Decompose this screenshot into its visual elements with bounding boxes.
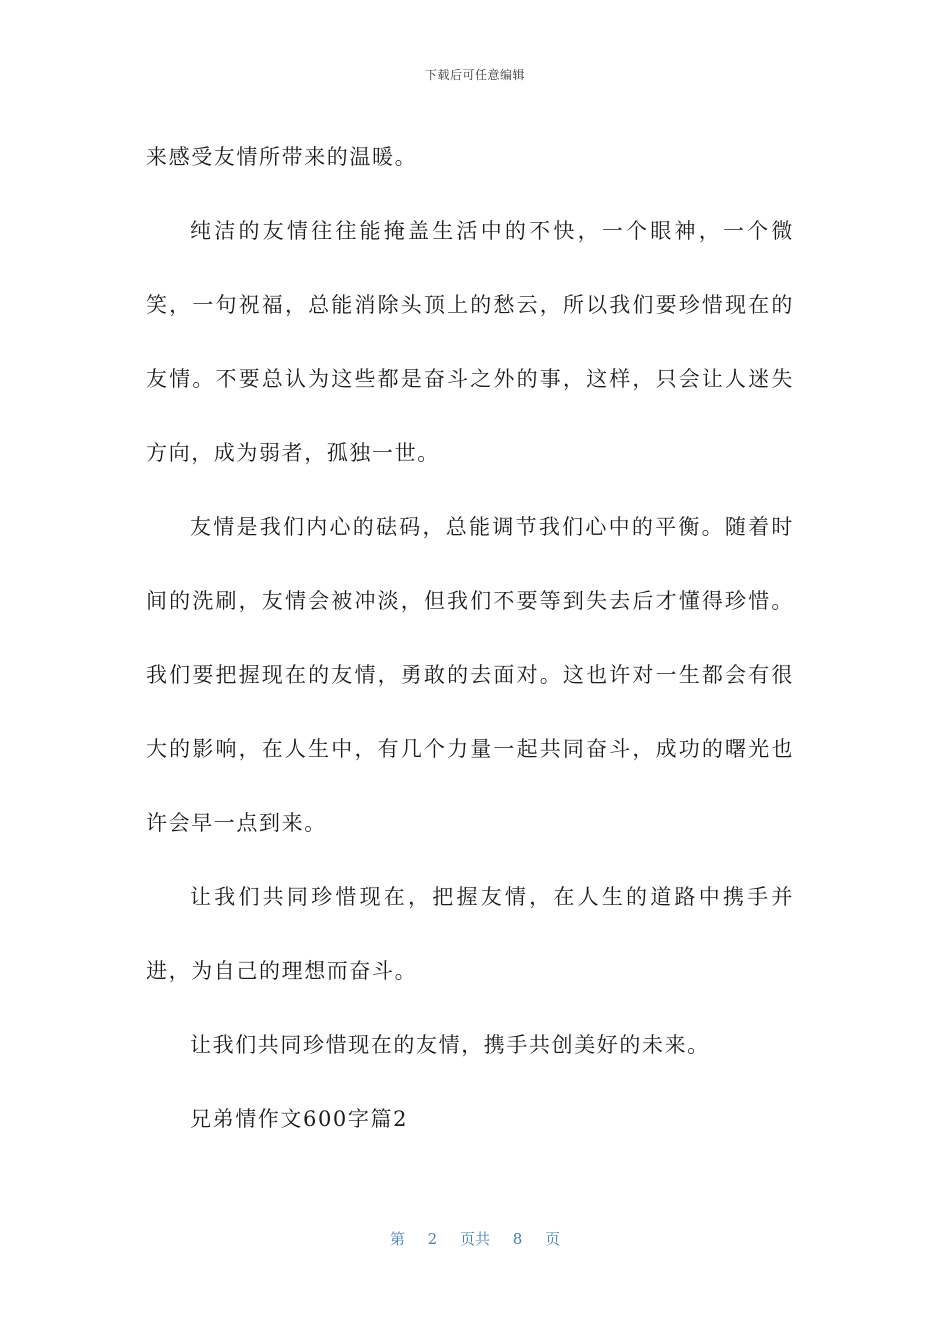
- paragraph: 让我们共同珍惜现在，把握友情，在人生的道路中携手并进，为自己的理想而奋斗。: [146, 885, 794, 983]
- section-heading: 兄弟情作文600字篇2: [190, 1107, 409, 1131]
- footer-label-end: 页: [545, 1230, 561, 1248]
- paragraph-continuation: 来感受友情所带来的温暖。: [146, 145, 418, 169]
- paragraph: 纯洁的友情往往能掩盖生活中的不快，一个眼神，一个微笑，一句祝福，总能消除头顶上的愁云，所以我们要珍惜现在的友情。不要总认为这些都是奋斗之外的事，这样，只会让人迷失方向，成为弱者，孤独一世。: [146, 219, 794, 465]
- paragraph: 友情是我们内心的砝码，总能调节我们心中的平衡。随着时间的洗刷，友情会被冲淡，但我们不要等到失去后才懂得珍惜。我们要把握现在的友情，勇敢的去面对。这也许对一生都会有很大的影响，在人生中，有几个力量一起共同奋斗，成功的曙光也许会早一点到来。: [146, 515, 794, 835]
- footer-current-page: 2: [427, 1230, 438, 1248]
- page-footer: [0, 1228, 950, 1249]
- footer-total-pages: 8: [512, 1230, 523, 1248]
- paragraph: 让我们共同珍惜现在的友情，携手共创美好的未来。: [190, 1033, 710, 1057]
- header-note: 下载后可任意编辑: [424, 68, 525, 82]
- footer-label-total: 页共: [459, 1230, 490, 1248]
- document-body: [146, 120, 794, 1156]
- footer-label-page: 第: [389, 1230, 405, 1248]
